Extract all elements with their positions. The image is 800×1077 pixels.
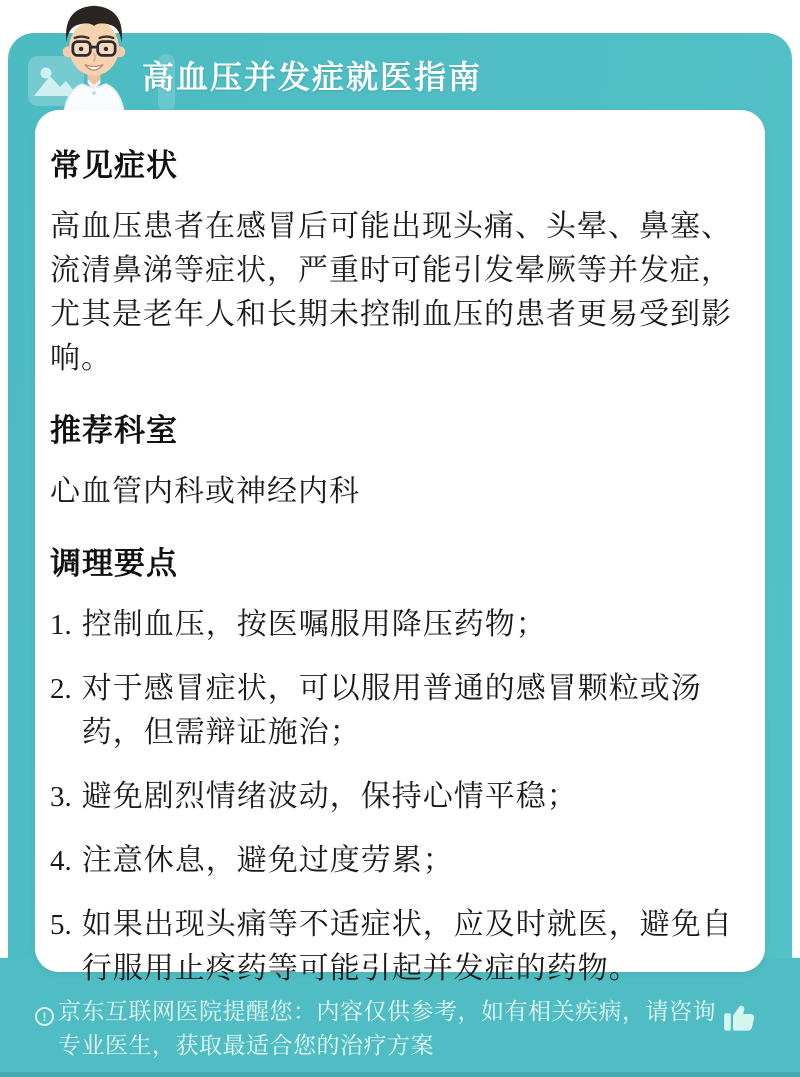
disclaimer-text: 京东互联网医院提醒您：内容仅供参考，如有相关疾病，请咨询专业医生，获取最适合您的治疗方案 xyxy=(58,998,716,1058)
list-item-text: 如果出现头痛等不适症状，应及时就医，避免自行服用止疼药等可能引起并发症的药物。 xyxy=(81,908,733,985)
list-item xyxy=(50,839,749,883)
section-heading-symptoms: 常见症状 xyxy=(50,148,178,183)
list-item xyxy=(50,603,749,647)
list-item-text: 注意休息，避免过度劳累； xyxy=(81,844,454,877)
symptoms-paragraph: 高血压患者在感冒后可能出现头痛、头晕、鼻塞、流清鼻涕等症状，严重时可能引发晕厥等并发症，尤其是老年人和长期未控制血压的患者更易受到影响。 xyxy=(50,210,732,375)
list-item-number: 2. xyxy=(50,673,72,705)
list-item-number: 1. xyxy=(50,609,72,641)
list-item-number: 5. xyxy=(50,909,72,941)
department-paragraph: 心血管内科或神经内科 xyxy=(50,475,360,508)
section-heading-department: 推荐科室 xyxy=(50,413,178,448)
list-item-text: 控制血压，按医嘱服用降压药物； xyxy=(81,608,547,641)
list-item-text: 避免剧烈情绪波动，保持心情平稳； xyxy=(81,780,578,813)
doctor-avatar xyxy=(48,0,140,120)
list-item xyxy=(50,775,749,819)
list-item-text: 对于感冒症状，可以服用普通的感冒颗粒或汤药，但需辩证施治； xyxy=(81,672,702,749)
exclamation-circle-icon: ! xyxy=(35,1007,54,1026)
page-title: 高血压并发症就医指南 xyxy=(142,59,483,95)
content-card xyxy=(35,110,765,985)
list-item-number: 3. xyxy=(50,781,72,813)
section-heading-care-points: 调理要点 xyxy=(50,546,178,581)
thumbs-up-icon[interactable] xyxy=(720,999,760,1037)
list-item xyxy=(50,667,749,755)
list-item-number: 4. xyxy=(50,845,72,877)
bottom-edge-divider xyxy=(0,1072,800,1077)
list-item xyxy=(50,903,749,991)
